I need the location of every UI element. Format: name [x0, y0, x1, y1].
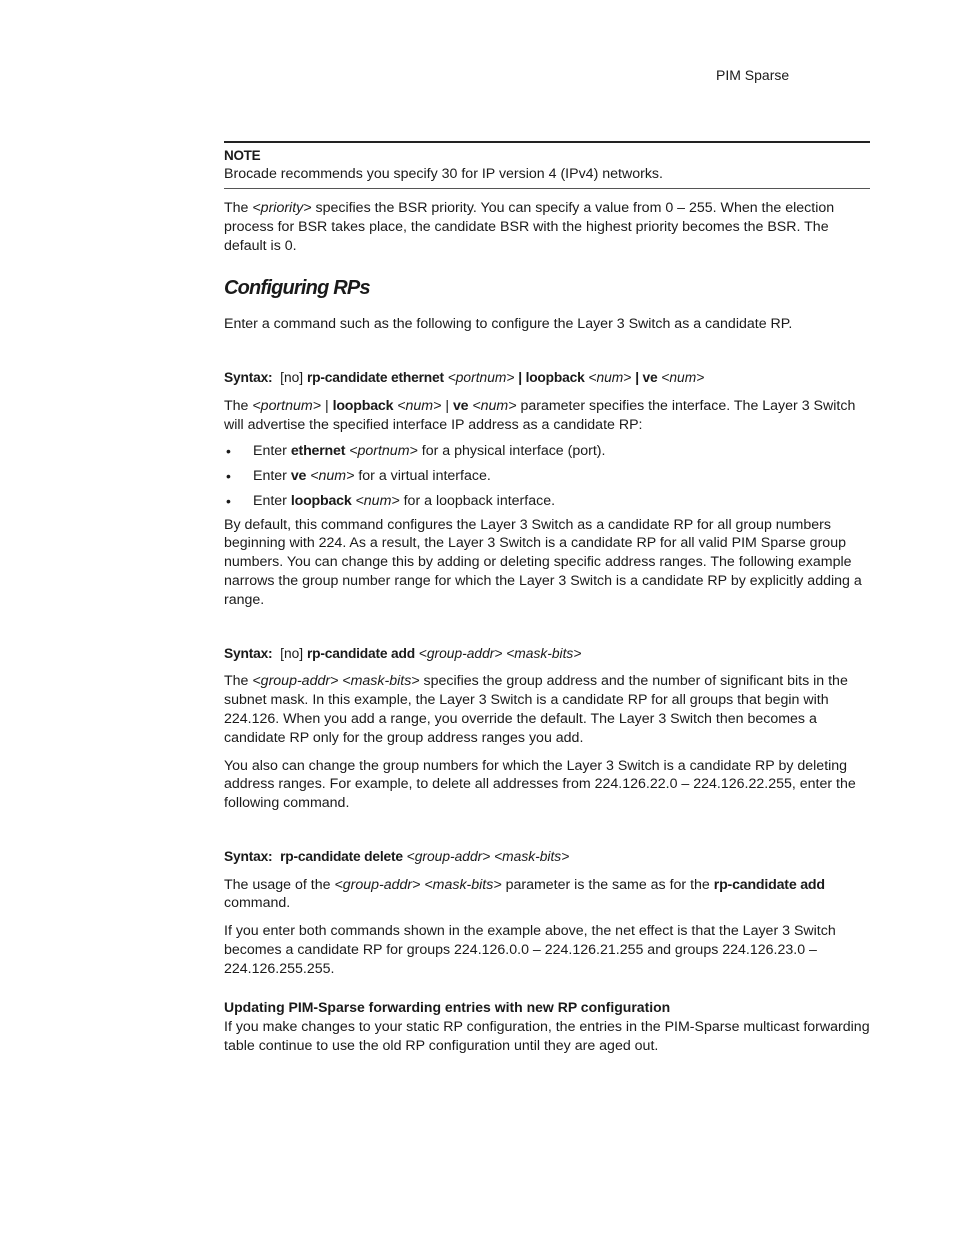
list-item [224, 492, 870, 511]
list-item [224, 467, 870, 486]
bullet-text: for a loopback interface. [399, 492, 556, 509]
syntax-rp-candidate-add [224, 645, 870, 664]
syntax-params: <group-addr> <mask-bits> [418, 645, 582, 661]
subsection-body: If you make changes to your static RP configuration, the entries in the PIM-Sparse multicast forwarding table continue to use the old RP configuration until they are aged out. [224, 1019, 870, 1055]
priority-text-pre: The [224, 200, 253, 216]
syntax-label: Syntax: [224, 848, 273, 864]
syntax-param-num: <num> [588, 370, 632, 386]
syntax-rp-candidate-interface [224, 369, 870, 388]
group-text-post: specifies the group address and the number of significant bits in the subnet mask. In this example, the Layer 3 Switch is a candidate RP for all groups that begin with 224.126. When you add a range, you override the default. The Layer 3 Switch then becomes a candidate RP only for the group address ranges you add. [224, 673, 848, 746]
syntax-command: rp-candidate add [306, 645, 415, 661]
syntax-label: Syntax: [224, 370, 273, 386]
bullet-text: Enter [253, 442, 291, 459]
syntax-ve-keyword: | ve [635, 370, 658, 386]
bullet-keyword: loopback [290, 492, 352, 509]
list-item [224, 442, 870, 461]
iface-param-portnum: <portnum> [252, 397, 322, 414]
bullet-text: Enter [253, 467, 291, 484]
page-content [224, 141, 870, 1056]
iface-ve-keyword: ve [452, 397, 469, 414]
iface-loopback-keyword: loopback [332, 397, 394, 414]
note-title: NOTE [224, 148, 261, 163]
syntax-param-portnum: <portnum> [447, 370, 515, 386]
priority-param: <priority> [252, 200, 312, 216]
syntax-no-option: [no] [280, 645, 304, 661]
bullet-text: for a physical interface (port). [417, 442, 606, 459]
note-box [224, 141, 870, 189]
section-intro: Enter a command such as the following to configure the Layer 3 Switch as a candidate RP. [224, 316, 793, 333]
interface-bullet-list [224, 442, 870, 511]
bullet-text: Enter [253, 492, 291, 509]
group-text-pre: The [224, 673, 253, 690]
iface-text-rest: parameter specifies the interface. The Layer 3 Switch will advertise the specified interface IP address as a candidate RP: [224, 397, 856, 433]
iface-param-num: <num> [472, 397, 517, 414]
group-params: <group-addr> <mask-bits> [252, 673, 420, 690]
bullet-param: <num> [310, 467, 355, 484]
usage-command: rp-candidate add [713, 876, 825, 893]
usage-text-pre: The usage of the [224, 876, 335, 893]
syntax-label: Syntax: [224, 645, 273, 661]
priority-text-post: specifies the BSR priority. You can specify a value from 0 – 255. When the election process for BSR takes place, the candidate BSR with the highest priority becomes the BSR. The default is 0. [224, 200, 835, 254]
bullet-keyword: ve [290, 467, 307, 484]
note-body: Brocade recommends you specify 30 for IP version 4 (IPv4) networks. [224, 166, 663, 182]
usage-text-post: command. [224, 895, 291, 912]
iface-param-num: <num> [397, 397, 442, 414]
syntax-param-num: <num> [661, 370, 705, 386]
syntax-command: rp-candidate ethernet [306, 370, 444, 386]
bullet-text: for a virtual interface. [354, 467, 491, 484]
section-title: Configuring RPs [224, 277, 370, 300]
syntax-params: <group-addr> <mask-bits> [406, 848, 570, 864]
syntax-rp-candidate-delete [224, 848, 870, 867]
bullet-keyword: ethernet [290, 442, 346, 459]
bullet-param: <num> [355, 492, 400, 509]
subsection-title: Updating PIM-Sparse forwarding entries with new RP configuration [224, 998, 671, 1015]
usage-paragraph [224, 876, 870, 914]
iface-text: The [224, 397, 253, 414]
bullet-icon: • [226, 492, 231, 509]
usage-text-mid: parameter is the same as for the [501, 876, 714, 893]
default-paragraph: By default, this command configures the Layer 3 Switch as a candidate RP for all group numbers beginning with 224. As a result, the Layer 3 Switch is a candidate RP for all valid PIM Sparse group numbers. You can change this by adding or deleting specific address ranges. The following example narrows the group number range for which the Layer 3 Switch is a candidate RP by explicitly adding a range. [224, 516, 862, 608]
priority-paragraph [224, 199, 870, 255]
iface-separator: | [441, 397, 453, 414]
both-commands-paragraph: If you enter both commands shown in the example above, the net effect is that the Layer 3 Switch becomes a candidate RP for groups 224.126.0.0 – 224.126.21.255 and groups 224.126.23.0 – 224.126.255.255. [224, 923, 836, 977]
syntax-loopback-keyword: | loopback [518, 370, 585, 386]
interface-paragraph [224, 397, 870, 435]
group-addr-paragraph [224, 672, 870, 747]
iface-separator: | [321, 397, 333, 414]
usage-params: <group-addr> <mask-bits> [334, 876, 502, 893]
syntax-command: rp-candidate delete [280, 848, 403, 864]
running-header: PIM Sparse [716, 67, 790, 83]
bullet-icon: • [226, 467, 231, 484]
syntax-no-option: [no] [280, 370, 304, 386]
bullet-param: <portnum> [349, 442, 418, 459]
bullet-icon: • [226, 442, 231, 459]
delete-ranges-paragraph: You also can change the group numbers for which the Layer 3 Switch is a candidate RP by deleting address ranges. For example, to delete all addresses from 224.126.22.0 – 224.126.22.255, enter the following command. [224, 757, 856, 812]
